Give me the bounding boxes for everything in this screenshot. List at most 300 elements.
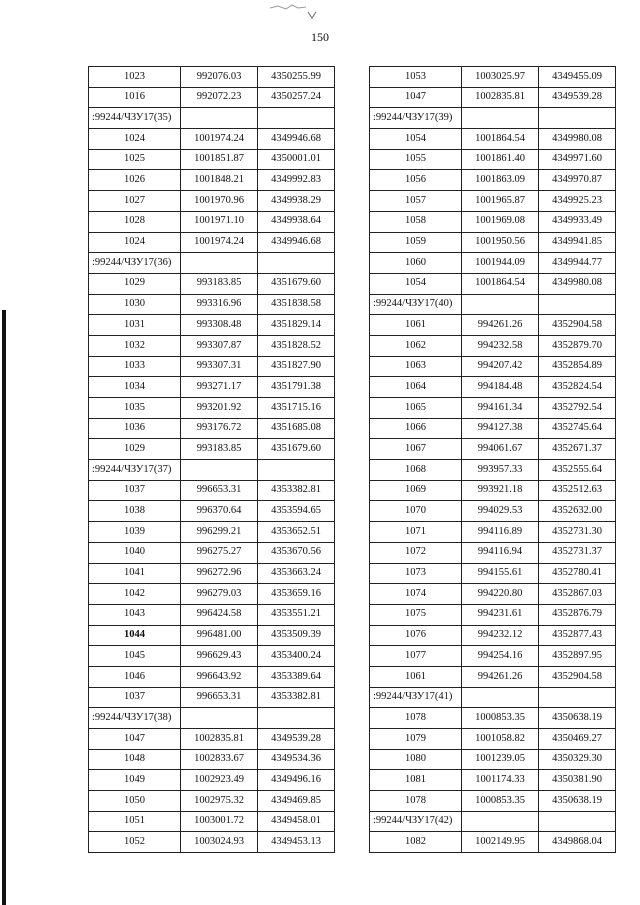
point-id-cell: 1042	[89, 584, 181, 605]
coordinate-row	[89, 129, 335, 150]
x-coordinate-cell: 993316.96	[181, 294, 258, 315]
empty-cell	[462, 108, 539, 129]
empty-cell	[539, 108, 616, 129]
y-coordinate-cell: 4353663.24	[258, 563, 335, 584]
y-coordinate-cell: 4349868.04	[539, 832, 616, 853]
x-coordinate-cell: 996299.21	[181, 522, 258, 543]
x-coordinate-cell: 1001851.87	[181, 149, 258, 170]
y-coordinate-cell: 4349946.68	[258, 232, 335, 253]
y-coordinate-cell: 4352904.58	[539, 666, 616, 687]
point-id-cell: 1061	[370, 666, 462, 687]
page-number: 150	[311, 30, 329, 44]
point-id-cell: 1023	[89, 67, 181, 88]
x-coordinate-cell: 1001974.24	[181, 232, 258, 253]
coordinate-row	[370, 170, 616, 191]
point-id-cell: 1078	[370, 791, 462, 812]
point-id-cell: 1080	[370, 749, 462, 770]
y-coordinate-cell: 4351685.08	[258, 418, 335, 439]
x-coordinate-cell: 1000853.35	[462, 708, 539, 729]
coordinate-row	[89, 67, 335, 88]
x-coordinate-cell: 996272.96	[181, 563, 258, 584]
y-coordinate-cell: 4349944.77	[539, 253, 616, 274]
point-id-cell: 1074	[370, 584, 462, 605]
point-id-cell: 1082	[370, 832, 462, 853]
x-coordinate-cell: 1001970.96	[181, 191, 258, 212]
x-coordinate-cell: 994127.38	[462, 418, 539, 439]
y-coordinate-cell: 4349941.85	[539, 232, 616, 253]
y-coordinate-cell: 4351828.52	[258, 335, 335, 356]
point-id-cell: 1031	[89, 315, 181, 336]
y-coordinate-cell: 4349925.23	[539, 191, 616, 212]
coordinate-row	[89, 273, 335, 294]
y-coordinate-cell: 4349980.08	[539, 273, 616, 294]
point-id-cell: 1052	[89, 832, 181, 853]
x-coordinate-cell: 996370.64	[181, 501, 258, 522]
point-id-cell: 1057	[370, 191, 462, 212]
x-coordinate-cell: 993957.33	[462, 460, 539, 481]
point-id-cell: 1024	[89, 232, 181, 253]
empty-cell	[181, 108, 258, 129]
parcel-header-row	[89, 708, 335, 729]
y-coordinate-cell: 4352904.58	[539, 315, 616, 336]
empty-cell	[258, 253, 335, 274]
x-coordinate-cell: 1000853.35	[462, 791, 539, 812]
coordinate-row	[89, 791, 335, 812]
coordinate-row	[370, 791, 616, 812]
x-coordinate-cell: 1001965.87	[462, 191, 539, 212]
y-coordinate-cell: 4352555.64	[539, 460, 616, 481]
y-coordinate-cell: 4352731.30	[539, 522, 616, 543]
y-coordinate-cell: 4349534.36	[258, 749, 335, 770]
x-coordinate-cell: 994116.94	[462, 542, 539, 563]
coordinate-row	[370, 501, 616, 522]
y-coordinate-cell: 4349938.64	[258, 211, 335, 232]
point-id-cell: 1064	[370, 377, 462, 398]
coordinate-row	[89, 377, 335, 398]
point-id-cell: 1065	[370, 398, 462, 419]
empty-cell	[258, 708, 335, 729]
y-coordinate-cell: 4350638.19	[539, 791, 616, 812]
y-coordinate-cell: 4352671.37	[539, 439, 616, 460]
coordinate-row	[370, 67, 616, 88]
y-coordinate-cell: 4351838.58	[258, 294, 335, 315]
coordinate-row	[370, 480, 616, 501]
x-coordinate-cell: 994184.48	[462, 377, 539, 398]
y-coordinate-cell: 4349455.09	[539, 67, 616, 88]
point-id-cell: 1029	[89, 439, 181, 460]
point-id-cell: 1055	[370, 149, 462, 170]
point-id-cell: 1025	[89, 149, 181, 170]
empty-cell	[462, 811, 539, 832]
coordinate-row	[370, 418, 616, 439]
x-coordinate-cell: 996275.27	[181, 542, 258, 563]
parcel-header-row	[370, 811, 616, 832]
point-id-cell: 1075	[370, 604, 462, 625]
y-coordinate-cell: 4350469.27	[539, 729, 616, 750]
empty-cell	[539, 811, 616, 832]
x-coordinate-cell: 993183.85	[181, 439, 258, 460]
x-coordinate-cell: 996279.03	[181, 584, 258, 605]
x-coordinate-cell: 1001848.21	[181, 170, 258, 191]
parcel-cadastral-number: :99244/ЧЗУ17(42)	[370, 811, 462, 832]
point-id-cell: 1061	[370, 315, 462, 336]
coordinate-row	[370, 770, 616, 791]
point-id-cell: 1051	[89, 811, 181, 832]
y-coordinate-cell: 4352879.70	[539, 335, 616, 356]
coordinate-row	[89, 480, 335, 501]
y-coordinate-cell: 4353509.39	[258, 625, 335, 646]
x-coordinate-cell: 1001239.05	[462, 749, 539, 770]
x-coordinate-cell: 1001861.40	[462, 149, 539, 170]
empty-cell	[462, 687, 539, 708]
y-coordinate-cell: 4352632.00	[539, 501, 616, 522]
x-coordinate-cell: 1003025.97	[462, 67, 539, 88]
x-coordinate-cell: 1002975.32	[181, 791, 258, 812]
x-coordinate-cell: 1002833.67	[181, 749, 258, 770]
coordinate-row	[89, 439, 335, 460]
y-coordinate-cell: 4352512.63	[539, 480, 616, 501]
x-coordinate-cell: 1003024.93	[181, 832, 258, 853]
point-id-cell: 1024	[89, 129, 181, 150]
coordinate-row	[370, 356, 616, 377]
point-id-cell: 1037	[89, 687, 181, 708]
coordinate-row	[89, 211, 335, 232]
y-coordinate-cell: 4353670.56	[258, 542, 335, 563]
x-coordinate-cell: 993307.87	[181, 335, 258, 356]
point-id-cell: 1078	[370, 708, 462, 729]
x-coordinate-cell: 994155.61	[462, 563, 539, 584]
coordinate-row	[89, 356, 335, 377]
parcel-header-row	[89, 460, 335, 481]
point-id-cell: 1070	[370, 501, 462, 522]
x-coordinate-cell: 1002149.95	[462, 832, 539, 853]
coordinate-row	[370, 211, 616, 232]
coordinate-row	[89, 170, 335, 191]
coordinate-row	[89, 522, 335, 543]
point-id-cell: 1035	[89, 398, 181, 419]
y-coordinate-cell: 4349539.28	[258, 729, 335, 750]
y-coordinate-cell: 4352897.95	[539, 646, 616, 667]
y-coordinate-cell: 4353382.81	[258, 687, 335, 708]
y-coordinate-cell: 4349496.16	[258, 770, 335, 791]
scan-artifact	[268, 0, 328, 22]
x-coordinate-cell: 996629.43	[181, 646, 258, 667]
y-coordinate-cell: 4349938.29	[258, 191, 335, 212]
coordinate-row	[89, 418, 335, 439]
point-id-cell: 1037	[89, 480, 181, 501]
x-coordinate-cell: 993201.92	[181, 398, 258, 419]
x-coordinate-cell: 994254.16	[462, 646, 539, 667]
point-id-cell: 1066	[370, 418, 462, 439]
x-coordinate-cell: 993921.18	[462, 480, 539, 501]
point-id-cell: 1076	[370, 625, 462, 646]
y-coordinate-cell: 4350257.24	[258, 87, 335, 108]
coordinate-row	[370, 522, 616, 543]
point-id-cell: 1058	[370, 211, 462, 232]
parcel-header-row	[89, 253, 335, 274]
coordinate-row	[370, 563, 616, 584]
x-coordinate-cell: 1001864.54	[462, 273, 539, 294]
coordinate-row	[370, 315, 616, 336]
parcel-cadastral-number: :99244/ЧЗУ17(38)	[89, 708, 181, 729]
coordinate-row	[89, 729, 335, 750]
x-coordinate-cell: 994232.12	[462, 625, 539, 646]
coordinate-row	[370, 604, 616, 625]
y-coordinate-cell: 4349980.08	[539, 129, 616, 150]
coordinate-row	[370, 460, 616, 481]
point-id-cell: 1028	[89, 211, 181, 232]
point-id-cell: 1036	[89, 418, 181, 439]
binding-edge-bar	[2, 310, 6, 905]
x-coordinate-cell: 1001969.08	[462, 211, 539, 232]
x-coordinate-cell: 1001944.09	[462, 253, 539, 274]
coordinate-row	[89, 625, 335, 646]
right-coordinate-table	[369, 66, 616, 853]
x-coordinate-cell: 1001950.56	[462, 232, 539, 253]
point-id-cell: 1077	[370, 646, 462, 667]
x-coordinate-cell: 993308.48	[181, 315, 258, 336]
x-coordinate-cell: 1001058.82	[462, 729, 539, 750]
x-coordinate-cell: 993271.17	[181, 377, 258, 398]
point-id-cell: 1069	[370, 480, 462, 501]
point-id-cell: 1059	[370, 232, 462, 253]
point-id-cell: 1050	[89, 791, 181, 812]
x-coordinate-cell: 1001864.54	[462, 129, 539, 150]
y-coordinate-cell: 4352731.37	[539, 542, 616, 563]
coordinate-row	[370, 625, 616, 646]
y-coordinate-cell: 4351679.60	[258, 273, 335, 294]
point-id-cell: 1049	[89, 770, 181, 791]
point-id-cell: 1063	[370, 356, 462, 377]
coordinate-row	[370, 232, 616, 253]
coordinate-row	[370, 439, 616, 460]
y-coordinate-cell: 4353652.51	[258, 522, 335, 543]
coordinate-row	[370, 191, 616, 212]
x-coordinate-cell: 994207.42	[462, 356, 539, 377]
empty-cell	[181, 708, 258, 729]
coordinate-row	[370, 729, 616, 750]
x-coordinate-cell: 1002835.81	[462, 87, 539, 108]
point-id-cell: 1047	[370, 87, 462, 108]
x-coordinate-cell: 994029.53	[462, 501, 539, 522]
x-coordinate-cell: 994261.26	[462, 666, 539, 687]
y-coordinate-cell: 4351679.60	[258, 439, 335, 460]
point-id-cell: 1067	[370, 439, 462, 460]
coordinate-row	[89, 770, 335, 791]
y-coordinate-cell: 4352780.41	[539, 563, 616, 584]
point-id-cell: 1068	[370, 460, 462, 481]
coordinate-row	[89, 87, 335, 108]
y-coordinate-cell: 4349933.49	[539, 211, 616, 232]
point-id-cell: 1029	[89, 273, 181, 294]
y-coordinate-cell: 4350001.01	[258, 149, 335, 170]
x-coordinate-cell: 1003001.72	[181, 811, 258, 832]
point-id-cell: 1054	[370, 129, 462, 150]
x-coordinate-cell: 996653.31	[181, 687, 258, 708]
x-coordinate-cell: 993176.72	[181, 418, 258, 439]
coordinate-row	[370, 832, 616, 853]
coordinate-row	[370, 542, 616, 563]
y-coordinate-cell: 4349458.01	[258, 811, 335, 832]
point-id-cell: 1038	[89, 501, 181, 522]
parcel-cadastral-number: :99244/ЧЗУ17(41)	[370, 687, 462, 708]
y-coordinate-cell: 4352877.43	[539, 625, 616, 646]
coordinate-row	[89, 687, 335, 708]
y-coordinate-cell: 4352792.54	[539, 398, 616, 419]
point-id-cell: 1027	[89, 191, 181, 212]
x-coordinate-cell: 996643.92	[181, 666, 258, 687]
coordinate-row	[89, 563, 335, 584]
x-coordinate-cell: 993183.85	[181, 273, 258, 294]
point-id-cell: 1048	[89, 749, 181, 770]
y-coordinate-cell: 4349539.28	[539, 87, 616, 108]
y-coordinate-cell: 4350381.90	[539, 770, 616, 791]
coordinate-row	[370, 129, 616, 150]
point-id-cell: 1071	[370, 522, 462, 543]
empty-cell	[181, 460, 258, 481]
point-id-cell: 1033	[89, 356, 181, 377]
point-id-cell: 1030	[89, 294, 181, 315]
point-id-cell: 1047	[89, 729, 181, 750]
y-coordinate-cell: 4349992.83	[258, 170, 335, 191]
parcel-header-row	[370, 294, 616, 315]
point-id-cell: 1053	[370, 67, 462, 88]
coordinate-row	[370, 273, 616, 294]
point-id-cell: 1026	[89, 170, 181, 191]
x-coordinate-cell: 1001974.24	[181, 129, 258, 150]
coordinate-row	[370, 253, 616, 274]
coordinate-row	[89, 294, 335, 315]
y-coordinate-cell: 4351791.38	[258, 377, 335, 398]
x-coordinate-cell: 994220.80	[462, 584, 539, 605]
coordinate-row	[89, 149, 335, 170]
x-coordinate-cell: 994231.61	[462, 604, 539, 625]
coordinate-row	[89, 832, 335, 853]
coordinate-row	[89, 398, 335, 419]
point-id-cell: 1045	[89, 646, 181, 667]
y-coordinate-cell: 4350255.99	[258, 67, 335, 88]
point-id-cell: 1072	[370, 542, 462, 563]
parcel-cadastral-number: :99244/ЧЗУ17(37)	[89, 460, 181, 481]
y-coordinate-cell: 4353382.81	[258, 480, 335, 501]
y-coordinate-cell: 4351829.14	[258, 315, 335, 336]
point-id-cell: 1032	[89, 335, 181, 356]
coordinate-row	[89, 232, 335, 253]
x-coordinate-cell: 994232.58	[462, 335, 539, 356]
x-coordinate-cell: 1002835.81	[181, 729, 258, 750]
y-coordinate-cell: 4353551.21	[258, 604, 335, 625]
y-coordinate-cell: 4353389.64	[258, 666, 335, 687]
coordinate-row	[89, 542, 335, 563]
y-coordinate-cell: 4349971.60	[539, 149, 616, 170]
x-coordinate-cell: 1001174.33	[462, 770, 539, 791]
x-coordinate-cell: 994161.34	[462, 398, 539, 419]
parcel-header-row	[370, 687, 616, 708]
coordinate-row	[89, 335, 335, 356]
x-coordinate-cell: 992076.03	[181, 67, 258, 88]
x-coordinate-cell: 1002923.49	[181, 770, 258, 791]
y-coordinate-cell: 4353400.24	[258, 646, 335, 667]
coordinate-row	[89, 315, 335, 336]
left-coordinate-table	[88, 66, 335, 853]
coordinate-row	[89, 501, 335, 522]
parcel-header-row	[370, 108, 616, 129]
coordinate-row	[370, 377, 616, 398]
point-id-cell: 1060	[370, 253, 462, 274]
parcel-cadastral-number: :99244/ЧЗУ17(36)	[89, 253, 181, 274]
empty-cell	[258, 108, 335, 129]
y-coordinate-cell: 4350329.30	[539, 749, 616, 770]
coordinate-row	[89, 811, 335, 832]
point-id-cell: 1040	[89, 542, 181, 563]
point-id-cell: 1046	[89, 666, 181, 687]
coordinate-row	[89, 584, 335, 605]
coordinate-row	[89, 666, 335, 687]
x-coordinate-cell: 1001863.09	[462, 170, 539, 191]
y-coordinate-cell: 4352867.03	[539, 584, 616, 605]
x-coordinate-cell: 993307.31	[181, 356, 258, 377]
point-id-cell: 1079	[370, 729, 462, 750]
parcel-cadastral-number: :99244/ЧЗУ17(35)	[89, 108, 181, 129]
x-coordinate-cell: 996653.31	[181, 480, 258, 501]
coordinate-row	[89, 191, 335, 212]
y-coordinate-cell: 4351827.90	[258, 356, 335, 377]
x-coordinate-cell: 994116.89	[462, 522, 539, 543]
empty-cell	[539, 294, 616, 315]
x-coordinate-cell: 1001971.10	[181, 211, 258, 232]
y-coordinate-cell: 4350638.19	[539, 708, 616, 729]
empty-cell	[258, 460, 335, 481]
y-coordinate-cell: 4352854.89	[539, 356, 616, 377]
x-coordinate-cell: 996481.00	[181, 625, 258, 646]
point-id-cell: 1041	[89, 563, 181, 584]
coordinate-row	[370, 335, 616, 356]
point-id-cell: 1054	[370, 273, 462, 294]
point-id-cell: 1073	[370, 563, 462, 584]
coordinate-row	[89, 749, 335, 770]
y-coordinate-cell: 4353594.65	[258, 501, 335, 522]
x-coordinate-cell: 992072.23	[181, 87, 258, 108]
point-id-cell: 1062	[370, 335, 462, 356]
coordinate-row	[89, 646, 335, 667]
empty-cell	[462, 294, 539, 315]
coordinate-row	[370, 398, 616, 419]
point-id-cell: 1039	[89, 522, 181, 543]
point-id-cell: 1056	[370, 170, 462, 191]
x-coordinate-cell: 994261.26	[462, 315, 539, 336]
empty-cell	[539, 687, 616, 708]
coordinate-row	[370, 87, 616, 108]
point-id-cell: 1044	[89, 625, 181, 646]
coordinate-row	[370, 749, 616, 770]
point-id-cell: 1043	[89, 604, 181, 625]
point-id-cell: 1081	[370, 770, 462, 791]
y-coordinate-cell: 4349469.85	[258, 791, 335, 812]
coordinate-row	[89, 604, 335, 625]
y-coordinate-cell: 4352745.64	[539, 418, 616, 439]
parcel-cadastral-number: :99244/ЧЗУ17(39)	[370, 108, 462, 129]
coordinate-row	[370, 149, 616, 170]
x-coordinate-cell: 996424.58	[181, 604, 258, 625]
point-id-cell: 1016	[89, 87, 181, 108]
parcel-cadastral-number: :99244/ЧЗУ17(40)	[370, 294, 462, 315]
parcel-header-row	[89, 108, 335, 129]
coordinate-row	[370, 666, 616, 687]
x-coordinate-cell: 994061.67	[462, 439, 539, 460]
coordinate-row	[370, 584, 616, 605]
coordinate-row	[370, 646, 616, 667]
coordinate-row	[370, 708, 616, 729]
